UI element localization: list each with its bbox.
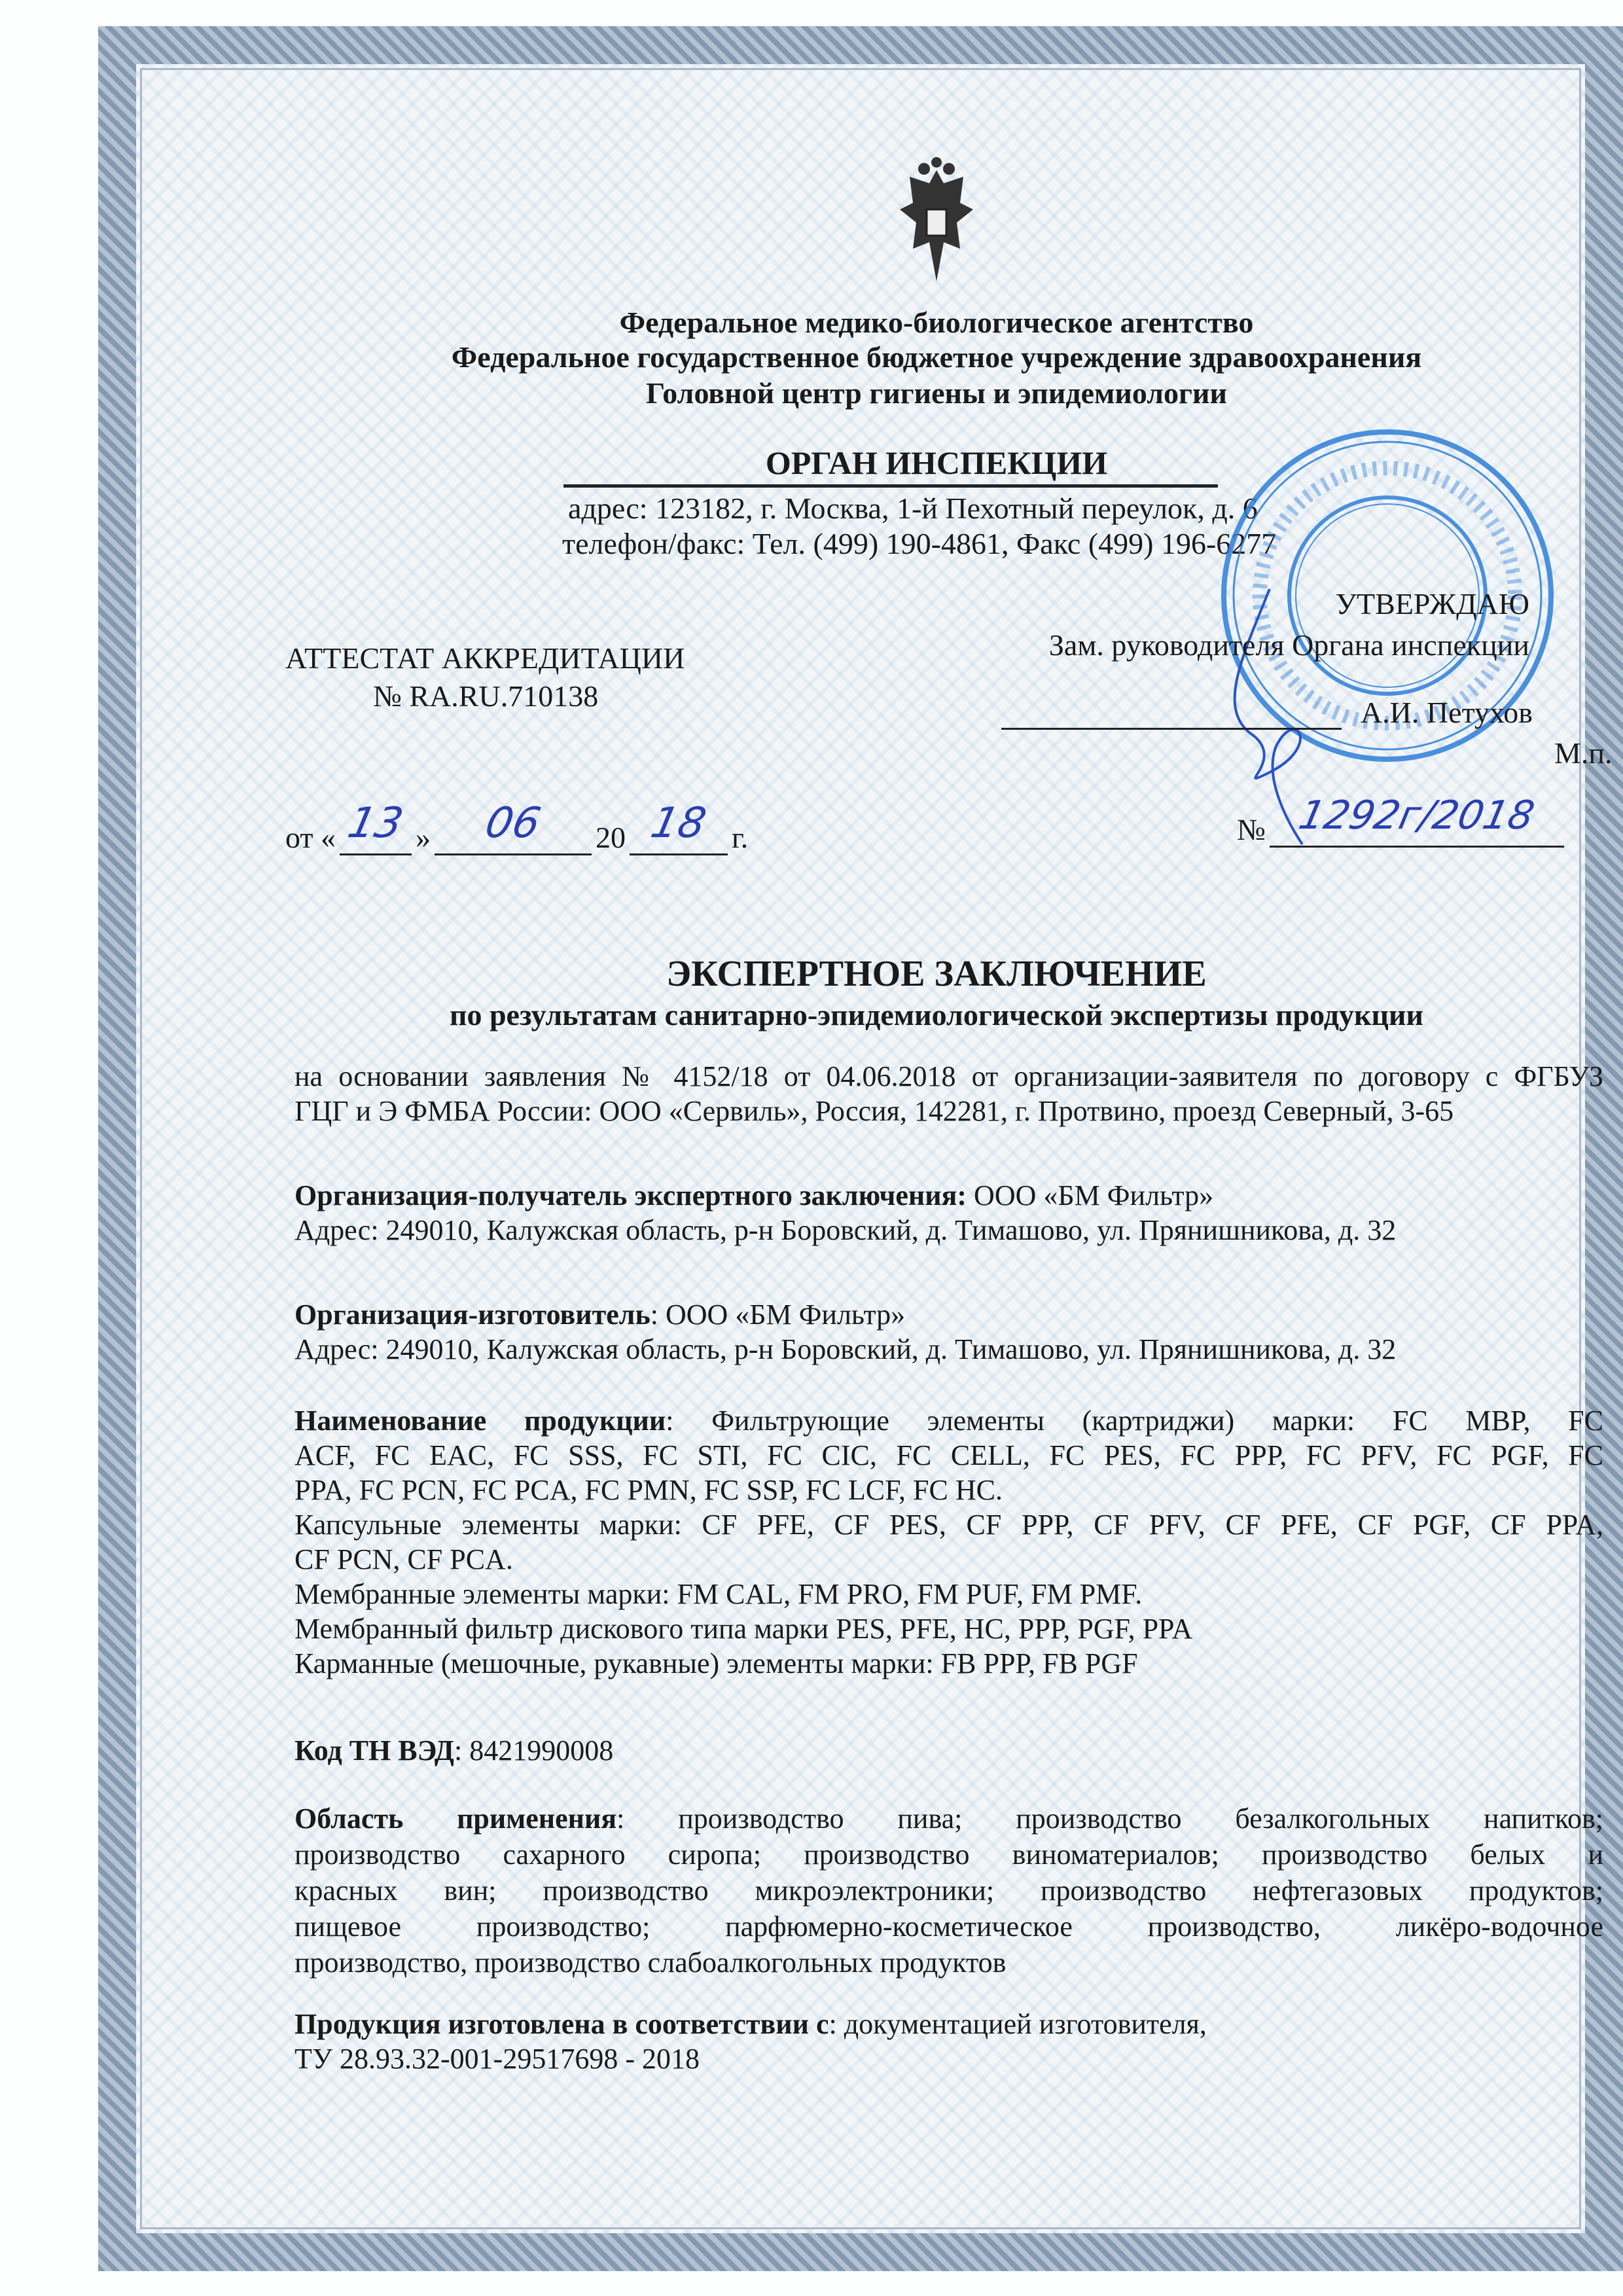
product-line: CF PCN, CF PCA.: [294, 1543, 513, 1575]
date-close-quote: »: [416, 821, 431, 854]
month-field: [435, 793, 592, 855]
date-day: 13: [344, 799, 408, 848]
document-subtitle: по результатам санитарно-эпидемиологической экспертизы продукции: [449, 998, 1424, 1031]
product-paragraph: [294, 1403, 1603, 1681]
date-year: 18: [647, 799, 711, 848]
manufacturer-address: Адрес: 249010, Калужская область, р-н Боровский, д. Тимашово, ул. Прянишникова, д. 32: [294, 1333, 1397, 1365]
date-century: 20: [596, 821, 626, 854]
recipient-value: ООО «БМ Фильтр»: [967, 1179, 1214, 1211]
product-line: Капсульные элементы марки: CF PFE, CF PES, CF PPP, CF PFV, CF PFE, CF PGF, CF PPA,: [294, 1509, 1603, 1541]
approve-label: УТВЕРЖДАЮ: [1335, 587, 1529, 620]
conformity-label: Продукция изготовлена в соответствии с: [294, 2008, 829, 2040]
product-line: Мембранные элементы марки: FM CAL, FM PRO, FM PUF, FM PMF.: [294, 1578, 1143, 1610]
product-first-line: [294, 1403, 1603, 1438]
basis-paragraph: [294, 1059, 1603, 1128]
product-value: : Фильтрующие элементы (картриджи) марки: FC MBP, FC: [666, 1405, 1603, 1437]
tnved-section: [294, 1733, 1603, 1768]
year-field: [630, 793, 728, 855]
organ-phone: телефон/факс: Тел. (499) 190-4861, Факс (499) 196-6277: [562, 527, 1277, 560]
accreditation-title: АТТЕСТАТ АККРЕДИТАЦИИ: [285, 641, 685, 675]
date-prefix: от «: [285, 821, 336, 854]
center-name: Головной центр гигиены и эпидемиологии: [646, 376, 1227, 410]
technical-spec: ТУ 28.93.32-001-29517698 - 2018: [294, 2043, 700, 2075]
tnved-label: Код ТН ВЭД: [294, 1734, 455, 1767]
conformity-value: : документацией изготовителя,: [829, 2008, 1207, 2040]
conformity-section: [294, 2007, 1603, 2076]
conformity: [294, 2007, 1603, 2041]
institution-name: Федеральное государственное бюджетное учреждение здравоохранения: [451, 340, 1422, 374]
date-suffix: г.: [732, 821, 749, 854]
organ-title: ОРГАН ИНСПЕКЦИИ: [765, 444, 1108, 481]
accreditation-number: № RA.RU.710138: [373, 679, 599, 713]
document-body: [294, 1059, 1603, 2076]
coat-of-arms-emblem: [898, 157, 975, 288]
manufacturer: [294, 1297, 1603, 1332]
recipient-label: Организация-получатель экспертного заключения:: [294, 1179, 967, 1211]
scope-line: пищевое производство; парфюмерно-косметическое производство, ликёро-водочное: [294, 1910, 1603, 1943]
tnved-value: : 8421990008: [454, 1734, 614, 1767]
product-line: PPA, FC PCN, FC PCA, FC PMN, FC SSP, FC LCF, FC HC.: [294, 1474, 1003, 1506]
document-title: ЭКСПЕРТНОЕ ЗАКЛЮЧЕНИЕ: [666, 954, 1207, 994]
doc-number-label: №: [1237, 813, 1266, 846]
product-line: Карманные (мешочные, рукавные) элементы марки: FB PPP, FB PGF: [294, 1647, 1138, 1679]
tnved: [294, 1733, 1603, 1768]
recipient-section: [294, 1178, 1603, 1247]
scope-paragraph: [294, 1801, 1603, 1981]
scope-line: производство сахарного сиропа; производство виноматериалов; производство белых и: [294, 1839, 1603, 1871]
manufacturer-label: Организация-изготовитель: [294, 1299, 651, 1331]
basis-line: ГЦГ и Э ФМБА России: ООО «Сервиль», Россия, 142281, г. Протвино, проезд Северный, 3-65: [294, 1095, 1454, 1127]
recipient: [294, 1178, 1603, 1213]
scope-first-line: [294, 1801, 1603, 1837]
organ-address: адрес: 123182, г. Москва, 1-й Пехотный переулок, д. 6: [568, 492, 1258, 525]
scope-line: производство, производство слабоалкогольных продуктов: [294, 1946, 1007, 1979]
basis-line: на основании заявления № 4152/18 от 04.06.2018 от организации-заявителя по договору с ФГБУЗ: [294, 1060, 1603, 1092]
signature-line: [1001, 728, 1342, 730]
product-line: ACF, FC EAC, FC SSS, FC STI, FC CIC, FC CELL, FC PES, FC PPP, FC PFV, FC PGF, FC: [294, 1439, 1603, 1471]
product-line: Мембранный фильтр дискового типа марки PES, PFE, HC, PPP, PGF, PPA: [294, 1613, 1193, 1645]
date-row: [285, 793, 748, 855]
day-field: [340, 793, 412, 855]
product-label: Наименование продукции: [294, 1405, 666, 1437]
doc-number-field: [1270, 785, 1564, 848]
seal-place-label: М.п.: [1554, 736, 1613, 770]
scope-label: Область применения: [294, 1803, 617, 1835]
doc-number-row: [1237, 785, 1568, 848]
approver-position: Зам. руководителя Органа инспекции: [1048, 628, 1529, 662]
manufacturer-value: : ООО «БМ Фильтр»: [650, 1299, 906, 1331]
date-month: 06: [481, 799, 545, 848]
recipient-address: Адрес: 249010, Калужская область, р-н Боровский, д. Тимашово, ул. Прянишникова, д. 32: [294, 1214, 1397, 1246]
agency-name: Федеральное медико-биологическое агентство: [619, 306, 1254, 339]
manufacturer-section: [294, 1297, 1603, 1367]
scope-line: красных вин; производство микроэлектроники; производство нефтегазовых продуктов;: [294, 1874, 1603, 1907]
approver-name: А.И. Петухов: [1360, 696, 1533, 729]
doc-number-value: 1292г/2018: [1294, 793, 1539, 838]
scope-value: : производство пива; производство безалкогольных напитков;: [616, 1803, 1603, 1835]
divider: [563, 484, 1218, 488]
